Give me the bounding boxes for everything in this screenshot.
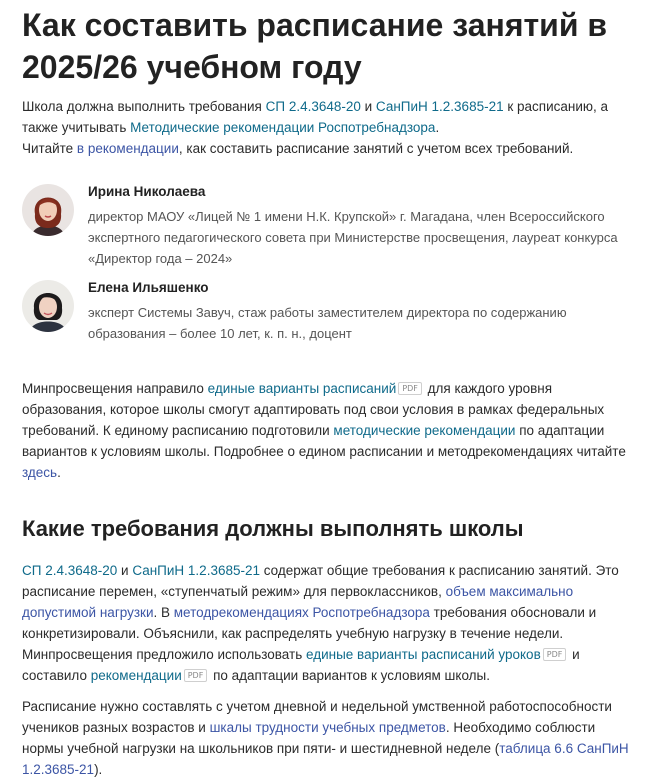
avatar — [22, 280, 74, 332]
lead-text: Школа должна выполнить требования — [22, 99, 266, 114]
link-sp-2-4-3648-20[interactable]: СП 2.4.3648-20 — [265, 99, 361, 114]
paragraph-text: требования обосновали и конкретизировали. Объяснили, как распределять учебную нагрузку в течение недели. Минпросвещения предложило использовать — [22, 605, 597, 662]
paragraph-text: Расписание нужно составлять с учетом дневной и недельной умственной работоспособности учеников разных возрастов и — [22, 699, 612, 735]
link-rospotrebnadzor-recommendations[interactable]: методрекомендациях Роспотребнадзора — [173, 605, 430, 620]
paragraph-text: и составило — [22, 647, 580, 683]
link-difficulty-scale[interactable]: шкалы трудности учебных предметов — [209, 720, 446, 735]
avatar — [22, 184, 74, 236]
link-unified-schedules[interactable]: единые варианты расписаний — [207, 381, 397, 396]
link-here[interactable]: здесь — [22, 465, 58, 480]
author-name: Ирина Николаева — [88, 184, 206, 199]
paragraph-text: . В — [153, 605, 174, 620]
link-max-load[interactable]: объем максимально допустимой нагрузки — [22, 584, 574, 620]
author-description: эксперт Системы Завуч, стаж работы заместителем директора по содержанию образования – более 10 лет, к. п. н., доцент — [88, 305, 567, 341]
lead-text: и — [360, 99, 376, 114]
link-sanpin-1-2-3685-21[interactable]: СанПиН 1.2.3685-21 — [375, 99, 504, 114]
paragraph-text: по адаптации вариантов к условиям школы. Подробнее о едином расписании и методрекомендациях читайте — [22, 423, 626, 459]
schedule-paragraph — [22, 696, 632, 780]
paragraph-text: ). — [94, 762, 103, 777]
page-title: Как составить расписание занятий в 2025/26 учебном году — [22, 7, 608, 85]
lead-text: к расписанию, а также учитывать — [22, 99, 609, 135]
paragraph-text: . — [57, 465, 61, 480]
pdf-badge: PDF — [543, 648, 567, 661]
paragraph-text: и — [117, 563, 133, 578]
author-description: директор МАОУ «Лицей № 1 имени Н.К. Крупской» г. Магадана, член Всероссийского экспертного педагогического совета при Министерстве просвещения, лауреат конкурса «Директор года – 2024» — [88, 209, 618, 266]
link-recommendations[interactable]: рекомендации — [90, 668, 182, 683]
paragraph-text: содержат общие требования к расписанию занятий. Это расписание перемен, «ступенчатый режим» для первоклассников, — [22, 563, 619, 599]
link-in-recommendation[interactable]: в рекомендации — [76, 141, 179, 156]
pdf-badge: PDF — [184, 669, 208, 682]
section-title: Какие требования должны выполнять школы — [22, 516, 524, 541]
lead-text: . — [435, 120, 440, 135]
paragraph-text: . Необходимо соблюсти нормы учебной нагрузки на школьников при пяти- и шестидневной неделе ( — [22, 720, 596, 756]
link-sp-2-4-3648-20[interactable]: СП 2.4.3648-20 — [22, 563, 118, 578]
link-method-recommendations-2[interactable]: методические рекомендации — [333, 423, 516, 438]
paragraph-text: по адаптации вариантов к условиям школы. — [209, 668, 490, 683]
pdf-badge: PDF — [398, 382, 422, 395]
link-unified-lesson-schedules[interactable]: единые варианты расписаний уроков — [306, 647, 541, 662]
paragraph-text: Минпросвещения направило — [22, 381, 208, 396]
link-table-6-6[interactable]: таблица 6.6 СанПиН 1.2.3685-21 — [22, 741, 629, 777]
link-sanpin-1-2-3685-21[interactable]: СанПиН 1.2.3685-21 — [132, 563, 260, 578]
requirements-paragraph — [22, 560, 632, 686]
intro-paragraph — [22, 378, 632, 483]
link-method-recommendations[interactable]: Методические рекомендации Роспотребнадзора — [130, 120, 436, 135]
lead-text: , как составить расписание занятий с учетом всех требований. — [178, 141, 574, 156]
lead-paragraph — [22, 96, 632, 159]
lead-text: Читайте — [22, 141, 77, 156]
paragraph-text: для каждого уровня образования, которое школы смогут адаптировать под свои условия в рамках федеральных требований. К единому расписанию подготовили — [22, 381, 605, 438]
author-name: Елена Ильяшенко — [88, 280, 209, 295]
